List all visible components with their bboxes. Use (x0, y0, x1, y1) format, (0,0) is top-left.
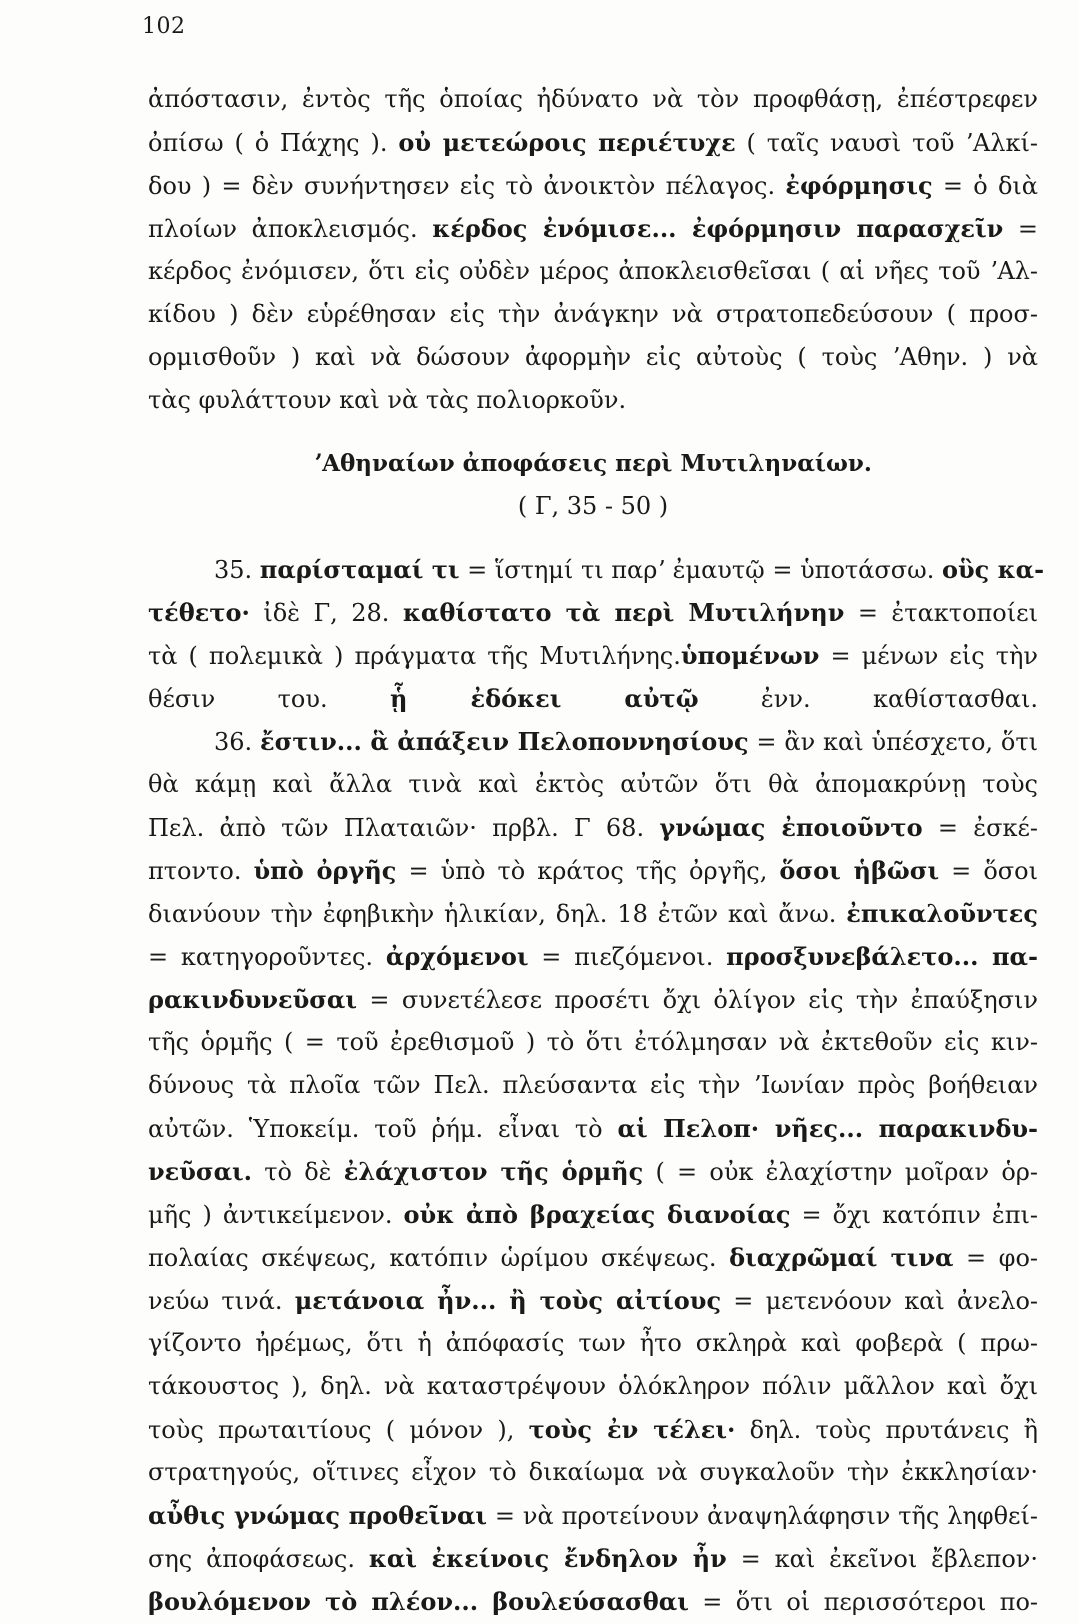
lemma: οὐκ ἀπὸ βραχείας διανοίας (403, 1200, 791, 1229)
text-line: βουλόμενον τὸ πλέον... βουλεύσασθαι = ὅτι οἱ περισσότεροι πο- (148, 1587, 1039, 1616)
lemma: ρακινδυνεῦσαι (148, 985, 358, 1014)
lemma: διαχρῶμαί τινα (729, 1243, 954, 1272)
lemma: κέρδος ἐνόμισε... ἐφόρμησιν παρασχεῖν (432, 214, 1004, 243)
lemma: αἱ Πελοπ· νῆες... παρακινδυ- (617, 1114, 1038, 1143)
spacer (148, 422, 1038, 442)
lemma: ἐφόρμησις (785, 171, 933, 200)
page-number: 102 (142, 14, 186, 39)
lemma: ὑπὸ ὀργῆς (253, 856, 397, 885)
lemma: βουλόμενον τὸ πλέον... βουλεύσασθαι (148, 1587, 689, 1616)
text-line: στρατηγούς, οἵτινες εἶχον τὸ δικαίωμα νὰ συγκαλοῦν τὴν ἐκκλησίαν· (148, 1458, 1038, 1486)
lemma: αὖθις γνώμας προθεῖναι (148, 1501, 488, 1530)
text-line: ὀπίσω ( ὁ Πάχης ). οὐ μετεώροις περιέτυχε ( ταῖς ναυσὶ τοῦ ʼΑλκί- (148, 128, 1038, 157)
text-line: τάκουστος ), δηλ. νὰ καταστρέψουν ὁλόκληρον πόλιν μᾶλλον καὶ ὄχι (148, 1372, 1038, 1400)
section-reference: ( Γ, 35 - 50 ) (517, 492, 669, 520)
section-heading: ʼΑθηναίων ἀποφάσεις περὶ Μυτιληναίων. (314, 450, 872, 477)
lemma: οὓς κα- (941, 555, 1045, 584)
text-line: θέσιν του. ᾗ ἐδόκει αὐτῷ ἐνν. καθίστασθαι. (148, 684, 1038, 713)
text-line: μῆς ) ἀντικείμενον. οὐκ ἀπὸ βραχείας διανοίας = ὄχι κατόπιν ἐπι- (148, 1200, 1039, 1229)
text-line: αὖθις γνώμας προθεῖναι = νὰ προτείνουν ἀναψηλάφησιν τῆς ληφθεί- (148, 1501, 1038, 1530)
text-line: αὐτῶν. Ὑποκείμ. τοῦ ῥήμ. εἶναι τὸ αἱ Πελοπ· νῆες... παρακινδυ- (148, 1114, 1038, 1143)
text-line: τὰς φυλάττουν καὶ νὰ τὰς πολιορκοῦν. (148, 386, 627, 414)
lemma: καθίστατο τὰ περὶ Μυτιλήνην (402, 598, 845, 627)
text-line: διανύουν τὴν ἐφηβικὴν ἡλικίαν, δηλ. 18 ἐτῶν καὶ ἄνω. ἐπικαλοῦντες (148, 899, 1038, 928)
text-line: Πελ. ἀπὸ τῶν Πλαταιῶν· πρβλ. Γ 68. γνώμας ἐποιοῦντο = ἐσκέ- (148, 813, 1039, 842)
text-line: πλοίων ἀποκλεισμός. κέρδος ἐνόμισε... ἐφόρμησιν παρασχεῖν = (148, 214, 1038, 243)
text-line: πτοντο. ὑπὸ ὀργῆς = ὑπὸ τὸ κράτος τῆς ὀργῆς, ὅσοι ἡβῶσι = ὅσοι (148, 856, 1039, 885)
text-line: γίζοντο ἠρέμως, ὅτι ἡ ἀπόφασίς των ἦτο σκληρὰ καὶ φοβερὰ ( πρω- (148, 1329, 1038, 1357)
lemma: μετάνοια ἦν... ἢ τοὺς αἰτίους (294, 1286, 722, 1315)
text-line: τέθετο· ἰδὲ Γ, 28. καθίστατο τὰ περὶ Μυτιλήνην = ἐτακτοποίει (148, 598, 1038, 627)
text-line: θὰ κάμῃ καὶ ἄλλα τινὰ καὶ ἐκτὸς αὐτῶν ὅτι θὰ ἀπομακρύνῃ τοὺς (148, 770, 1038, 798)
text-line: σης ἀποφάσεως. καὶ ἐκείνοις ἔνδηλον ἦν = καὶ ἐκεῖνοι ἔβλεπον· (148, 1544, 1039, 1573)
text-line: δου ) = δὲν συνήντησεν εἰς τὸ ἀνοικτὸν πέλαγος. ἐφόρμησις = ὁ διὰ (148, 171, 1039, 200)
lemma: τέθετο· (148, 598, 250, 627)
lemma: ἀρχόμενοι (385, 942, 529, 971)
spacer (148, 528, 1038, 548)
lemma: ὅσοι ἡβῶσι (779, 856, 940, 885)
text-line: κέρδος ἐνόμισεν, ὅτι εἰς οὐδὲν μέρος ἀποκλεισθεῖσαι ( αἱ νῆες τοῦ ʼΑλ- (148, 257, 1038, 285)
lemma: ᾗ ἐδόκει αὐτῷ (389, 684, 699, 713)
lemma: προσξυνεβάλετο... πα- (726, 942, 1038, 971)
text-line: ρακινδυνεῦσαι = συνετέλεσε προσέτι ὄχι ὀλίγον εἰς τὴν ἐπαύξησιν (148, 985, 1038, 1014)
lemma: ἐλάχιστον τῆς ὁρμῆς (343, 1157, 644, 1186)
text-line: πολαίας σκέψεως, κατόπιν ὡρίμου σκέψεως. διαχρῶμαί τινα = φο- (148, 1243, 1039, 1272)
paragraph-commentary (148, 548, 1045, 1623)
document-body (148, 78, 1045, 1623)
lemma: ἔστιν... ἃ ἀπάξειν Πελοποννησίους (260, 727, 749, 756)
text-line: κίδου ) δὲν εὑρέθησαν εἰς τὴν ἀνάγκην νὰ στρατοπεδεύσουν ( προσ- (148, 300, 1038, 328)
lemma: νεῦσαι. (148, 1157, 253, 1186)
text-line: νεῦσαι. τὸ δὲ ἐλάχιστον τῆς ὁρμῆς ( = οὐκ ἐλαχίστην μοῖραν ὁρ- (148, 1157, 1038, 1186)
lemma: παρίσταμαί τι (259, 555, 460, 584)
text-line: = κατηγοροῦντες. ἀρχόμενοι = πιεζόμενοι. προσξυνεβάλετο... πα- (148, 942, 1038, 971)
lemma: ἐπικαλοῦντες (846, 899, 1038, 928)
paragraph-intro (148, 78, 1038, 422)
lemma: οὐ μετεώροις περιέτυχε (398, 128, 736, 157)
lemma: γνώμας ἐποιοῦντο (659, 813, 923, 842)
text-line: νεύω τινά. μετάνοια ἦν... ἢ τοὺς αἰτίους = μετενόουν καὶ ἀνελο- (148, 1286, 1039, 1315)
lemma: καὶ ἐκείνοις ἔνδηλον ἦν (368, 1544, 727, 1573)
text-line: 36. ἔστιν... ἃ ἀπάξειν Πελοποννησίους = ἂν καὶ ὑπέσχετο, ὅτι (214, 727, 1039, 756)
lemma: ὑπομένων (680, 641, 820, 670)
text-line: τὰ ( πολεμικὰ ) πράγματα τῆς Μυτιλήνης.ὑπομένων = μένων εἰς τὴν (148, 641, 1038, 670)
text-line: τοὺς πρωταιτίους ( μόνον ), τοὺς ἐν τέλει· δηλ. τοὺς πρυτάνεις ἢ (148, 1415, 1039, 1444)
lemma: τοὺς ἐν τέλει· (528, 1415, 736, 1444)
text-line: δύνους τὰ πλοῖα τῶν Πελ. πλεύσαντα εἰς τὴν ʼΙωνίαν πρὸς βοήθειαν (148, 1071, 1038, 1099)
text-line: ορμισθοῦν ) καὶ νὰ δώσουν ἀφορμὴν εἰς αὐτοὺς ( τοὺς ʼΑθην. ) νὰ (148, 343, 1038, 371)
text-line: ἀπόστασιν, ἐντὸς τῆς ὁποίας ἠδύνατο νὰ τὸν προφθάσῃ, ἐπέστρεφεν (148, 85, 1038, 113)
text-line: 35. παρίσταμαί τι = ἵστημί τι παρʼ ἐμαυτῷ = ὑποτάσσω. οὓς κα- (214, 555, 1045, 584)
text-line: τῆς ὁρμῆς ( = τοῦ ἐρεθισμοῦ ) τὸ ὅτι ἐτόλμησαν νὰ ἐκτεθοῦν εἰς κιν- (148, 1028, 1038, 1056)
